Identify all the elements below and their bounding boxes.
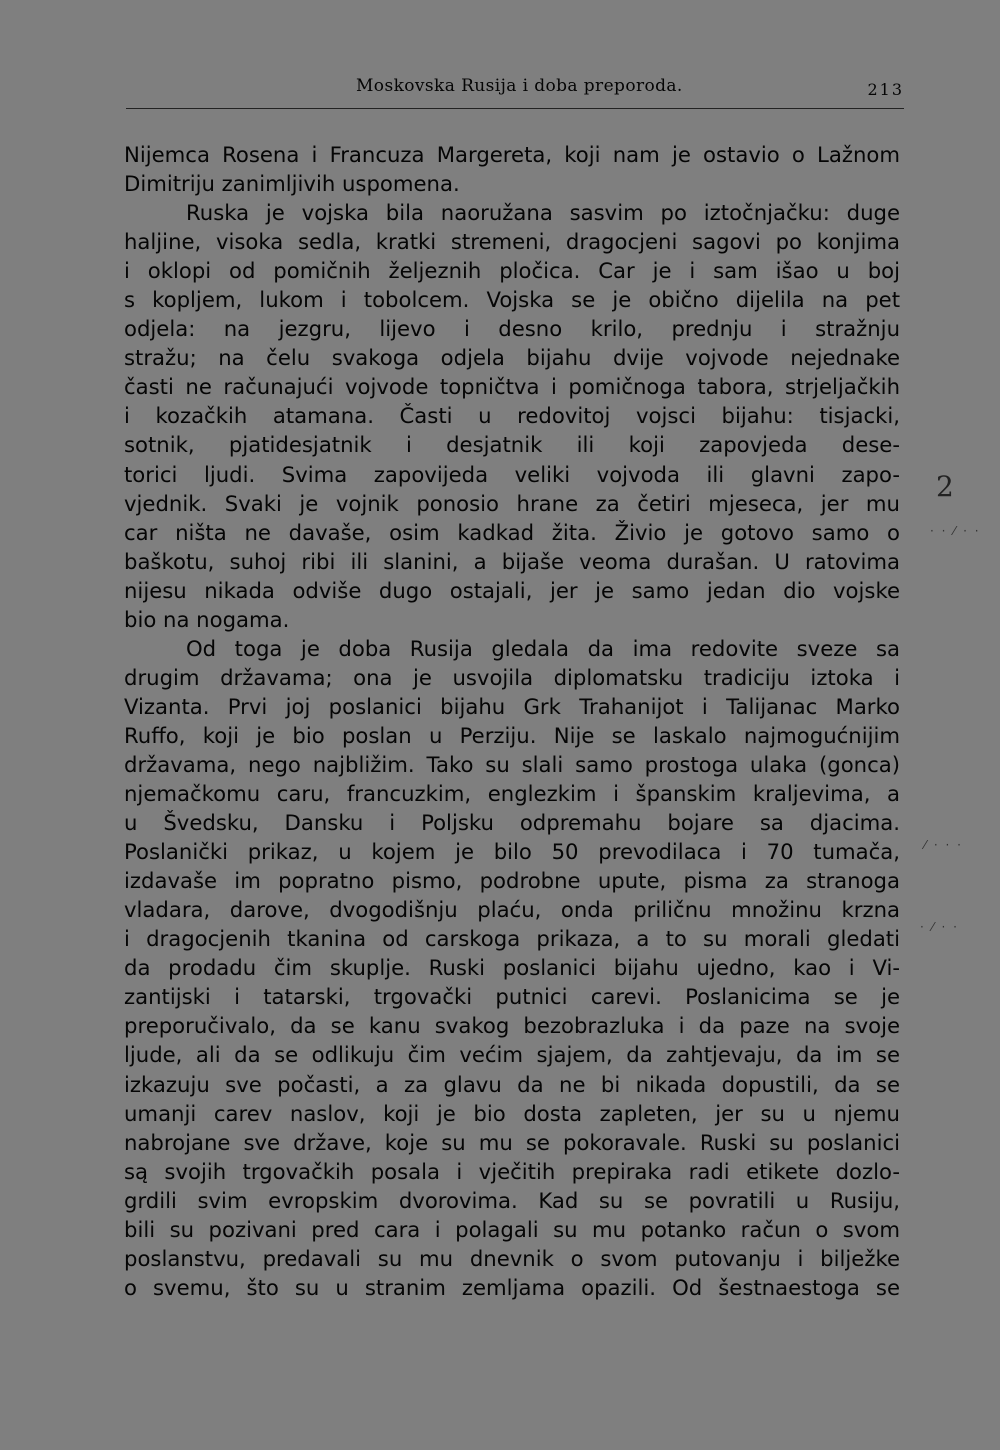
text-line: bili su pozivani pred cara i polagali su mu potanko račun o svom	[124, 1216, 900, 1242]
text-line: Nijemca Rosena i Francuza Margereta, koji nam je ostavio o Lažnom	[124, 142, 900, 167]
text-line: grdili svim evropskim dvorovima. Kad su se povratili u Rusiju,	[124, 1187, 900, 1213]
text-line: preporučivalo, da se kanu svakog bezobrazluka i da paze na svoje	[124, 1013, 900, 1039]
margin-pencil-marks: ⁄ · · ·	[924, 838, 963, 852]
text-line: drugim državama; ona je usvojila diplomatsku tradiciju iztoka i	[124, 664, 900, 690]
text-line: vladara, darove, dvogodišnju plaću, onda priličnu množinu krzna	[124, 897, 900, 923]
text-line: ljude, ali da se odlikuju čim većim sjajem, da zahtjevaju, da im se	[124, 1042, 900, 1068]
text-line: poslanstvu, predavali su mu dnevnik o svom putovanju i bilježke	[124, 1245, 900, 1271]
text-line: državama, nego najbližim. Tako su slali samo prostoga ulaka (gonca)	[124, 751, 900, 777]
running-header	[126, 76, 906, 100]
text-line: njemačkomu caru, francuzkim, englezkim i španskim kraljevima, a	[124, 781, 900, 807]
margin-pencil-marks: · ⁄ · ·	[920, 920, 959, 934]
text-line: Poslanički prikaz, u kojem je bilo 50 prevodilaca i 70 tumača,	[124, 839, 900, 865]
text-line: časti ne računajući vojvode topničtva i pomičnoga tabora, strjeljačkih	[124, 374, 900, 400]
text-line: vjednik. Svaki je vojnik ponosio hrane za četiri mjeseca, jer mu	[124, 490, 900, 516]
text-line: są svojih trgovačkih posala i vječitih prepiraka radi etikete dozlo-	[124, 1158, 900, 1184]
text-line: umanji carev naslov, koji je bio dosta zapleten, jer su u njemu	[124, 1100, 900, 1126]
page-number: 213	[867, 80, 904, 99]
text-line: nijesu nikada odviše dugo ostajali, jer je samo jedan dio vojske	[124, 577, 900, 603]
margin-pencil-marks: · · ⁄ · ·	[930, 524, 981, 538]
text-line: nabrojane sve države, koje su mu se pokoravale. Ruski su poslanici	[124, 1129, 900, 1155]
text-line: stražu; na čelu svakoga odjela bijahu dvije vojvode nejednake	[124, 345, 900, 371]
text-line: i kozačkih atamana. Časti u redovitoj vojsci bijahu: tisjacki,	[124, 403, 900, 429]
body-text	[124, 140, 900, 1302]
text-line: Ruffo, koji je bio poslan u Perziju. Nije se laskalo najmogućnijim	[124, 722, 900, 748]
text-line: izkazuju sve počasti, a za glavu da ne bi nikada dopustili, da se	[124, 1071, 900, 1097]
text-line: baškotu, suhoj ribi ili slanini, a bijaše veoma durašan. U ratovima	[124, 548, 900, 574]
text-line: o svemu, što su u stranim zemljama opazili. Od šestnaestoga se	[124, 1274, 900, 1300]
header-rule	[126, 108, 904, 109]
text-line: u Švedsku, Dansku i Poljsku odpremahu bojare sa djacima.	[124, 810, 900, 836]
text-line: zantijski i tatarski, trgovački putnici carevi. Poslanicima se je	[124, 984, 900, 1010]
text-line: car ništa ne davaše, osim kadkad žita. Živio je gotovo samo o	[124, 519, 900, 545]
text-line: i oklopi od pomičnih željeznih pločica. Car je i sam išao u boj	[124, 258, 900, 284]
text-line: Od toga je doba Rusija gledala da ima redovite sveze sa	[186, 635, 900, 661]
text-line: bio na nogama.	[124, 606, 290, 632]
text-line: Vizanta. Prvi joj poslanici bijahu Grk Trahanijot i Talijanac Marko	[124, 693, 900, 719]
text-line: Dimitriju zanimljivih uspomena.	[124, 171, 460, 197]
text-line: da prodadu čim skuplje. Ruski poslanici bijahu ujedno, kao i Vi-	[124, 955, 900, 981]
running-header-title: Moskovska Rusija i doba preporoda.	[356, 76, 683, 96]
text-line: i dragocjenih tkanina od carskoga prikaza, a to su morali gledati	[124, 926, 900, 952]
handwritten-margin-note: 2	[936, 470, 954, 503]
text-line: Ruska je vojska bila naoružana sasvim po iztočnjačku: duge	[186, 200, 900, 226]
text-line: odjela: na jezgru, lijevo i desno krilo, prednju i stražnju	[124, 316, 900, 342]
text-line: izdavaše im popratno pismo, podrobne upute, pisma za stranoga	[124, 868, 900, 894]
text-line: s kopljem, lukom i tobolcem. Vojska se je obično dijelila na pet	[124, 287, 900, 313]
text-line: torici ljudi. Svima zapovijeda veliki vojvoda ili glavni zapo-	[124, 461, 900, 487]
text-line: haljine, visoka sedla, kratki stremeni, dragocjeni sagovi po konjima	[124, 229, 900, 255]
text-line: sotnik, pjatidesjatnik i desjatnik ili koji zapovjeda dese-	[124, 432, 900, 458]
